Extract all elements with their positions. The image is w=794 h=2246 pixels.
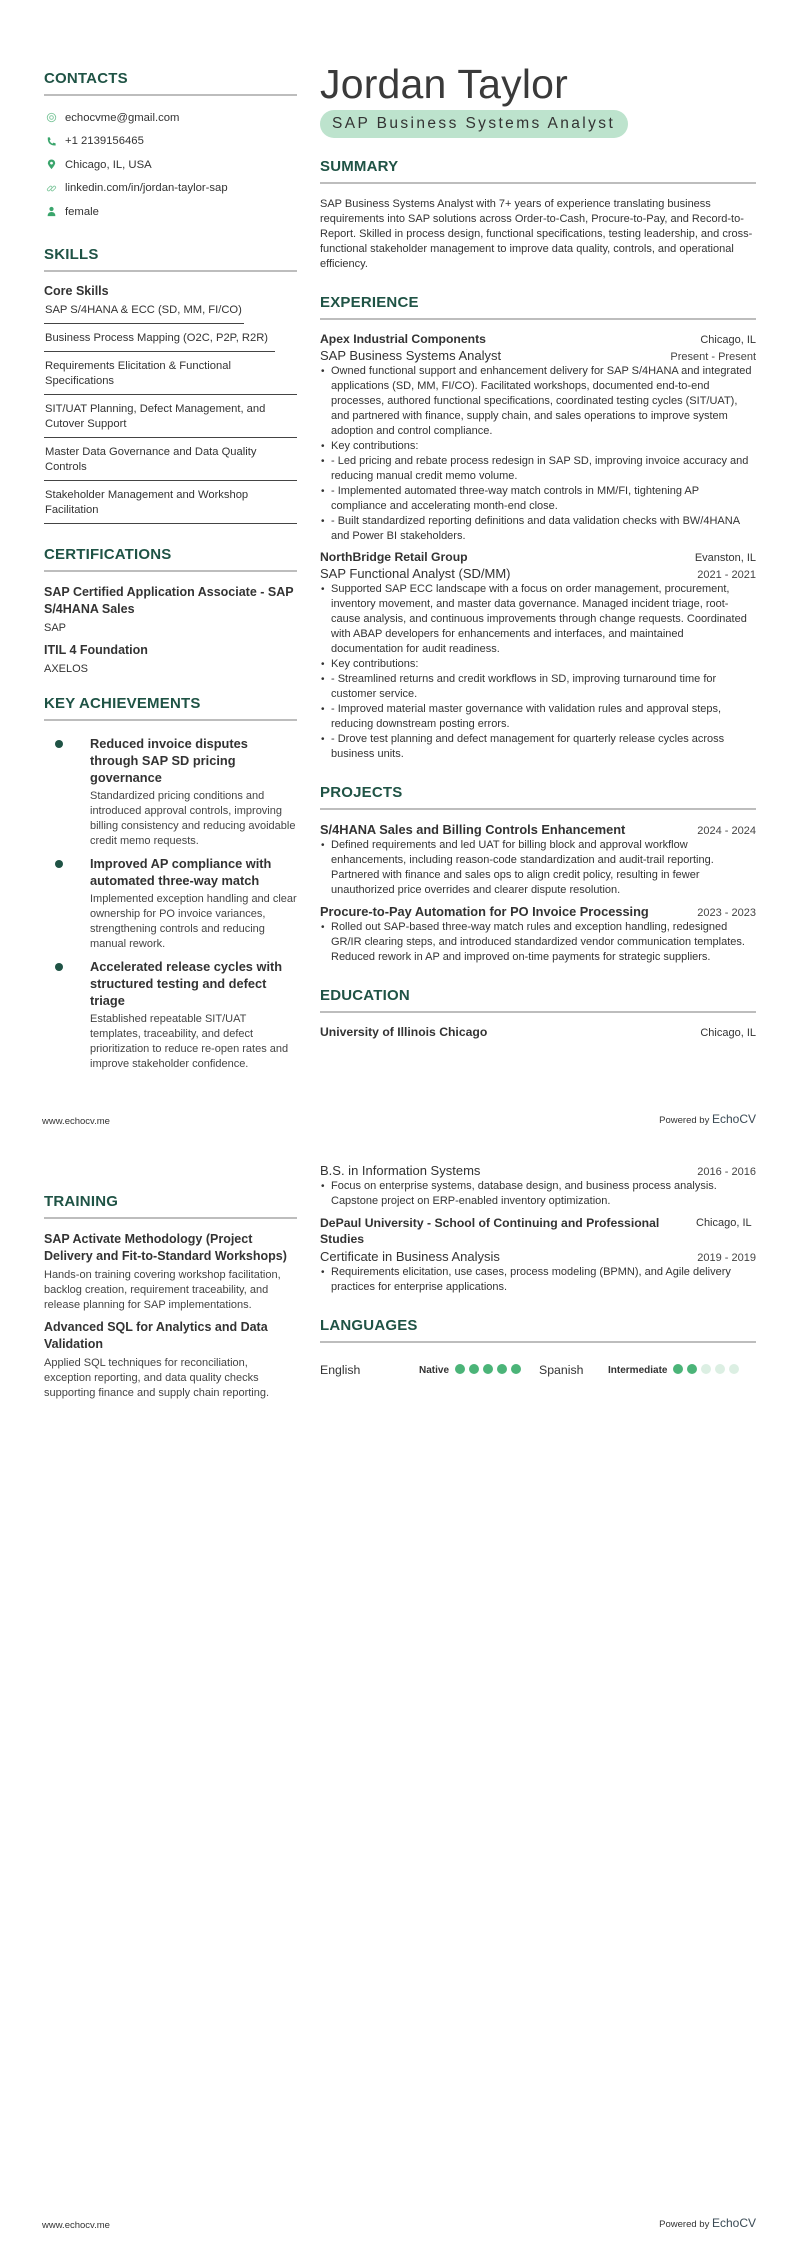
- training-desc: Applied SQL techniques for reconciliation, exception reporting, and data quality checks supporting finance and supply chain reporting.: [44, 1357, 270, 1399]
- rating-dot-filled-icon: [483, 1364, 493, 1374]
- job-dates: Present - Present: [670, 351, 756, 363]
- languages-row: [320, 1363, 756, 1377]
- bullet-dot-icon: [55, 740, 63, 748]
- job-location: Evanston, IL: [694, 552, 756, 564]
- section-title: CERTIFICATIONS: [44, 546, 297, 572]
- achievements-section: [44, 695, 297, 1072]
- job-company: NorthBridge Retail Group: [320, 550, 468, 564]
- achievement-item: [44, 735, 297, 849]
- school-name: DePaul University - School of Continuing and Professional Studies: [320, 1216, 660, 1246]
- bullet-dot-icon: [55, 963, 63, 971]
- school-location: Chicago, IL: [696, 1217, 752, 1229]
- project-name: S/4HANA Sales and Billing Controls Enhancement: [320, 822, 626, 837]
- location-pin-icon: [46, 159, 57, 170]
- skill-item: SIT/UAT Planning, Defect Management, and Cutover Support: [44, 401, 297, 438]
- job-location: Chicago, IL: [700, 334, 756, 346]
- school-location: Chicago, IL: [700, 1027, 756, 1039]
- rating-dot-filled-icon: [497, 1364, 507, 1374]
- section-title: EXPERIENCE: [320, 294, 756, 320]
- project-bullet: • Defined requirements and led UAT for billing block and approval workflow enhancements, including reason-code standardization and audit-trail reporting. Partnered with finance and sales ops to align credit policy, resulting in fewer unauthorized price overrides and clearer dispute resolution.: [320, 838, 756, 898]
- training-section: [44, 1193, 297, 1401]
- project-entry: [320, 822, 756, 898]
- job-bullet: • Key contributions:: [320, 657, 756, 672]
- projects-section: [320, 784, 756, 965]
- school-name: University of Illinois Chicago: [320, 1025, 488, 1039]
- job-dates: 2021 - 2021: [697, 569, 756, 581]
- achievement-desc: Implemented exception handling and clear ownership for PO invoice variances, strengthening controls and reducing manual rework.: [90, 892, 297, 950]
- brand-name: EchoCV: [711, 2216, 756, 2230]
- education-dates: 2016 - 2016: [697, 1166, 756, 1178]
- achievement-desc: Standardized pricing conditions and introduced approval controls, improving billing consistency and reducing avoidable credit memo requests.: [90, 789, 296, 847]
- bullet-dot-icon: [55, 860, 63, 868]
- certifications-section: [44, 546, 297, 675]
- job-bullet: • Owned functional support and enhancement delivery for SAP S/4HANA and integrated applications (SD, MM, FI/CO). Facilitated workshops, documented end-to-end processes, authored functional specifications, coordinated testing cycles (SIT/UAT), and partnered with finance, supply chain, and sales operations to improve system adoption and control compliance.: [320, 364, 756, 439]
- training-title: SAP Activate Methodology (Project Delivery and Fit-to-Standard Workshops): [44, 1232, 287, 1263]
- footer-powered-by[interactable]: [659, 2216, 756, 2230]
- summary-text: SAP Business Systems Analyst with 7+ years of experience translating business requirements into SAP solutions across Order-to-Cash, Procure-to-Pay, and Record-to-Report. Skilled in process design, functional specifications, testing leadership, and cross-functional stakeholder management to improve data quality, controls, and operational efficiency.: [320, 198, 753, 270]
- skill-item: Requirements Elicitation & Functional Specifications: [44, 358, 297, 395]
- right-column: [320, 1163, 756, 1377]
- skills-section: [44, 246, 297, 524]
- training-title: Advanced SQL for Analytics and Data Validation: [44, 1320, 268, 1351]
- person-icon: [46, 206, 57, 217]
- education-entry: [320, 1215, 756, 1295]
- achievement-title: Reduced invoice disputes through SAP SD pricing governance: [90, 735, 248, 785]
- project-entry: [320, 904, 756, 965]
- phone-icon: [46, 136, 57, 147]
- footer-website[interactable]: www.echocv.me: [42, 1116, 110, 1127]
- rating-dot-filled-icon: [687, 1364, 697, 1374]
- powered-by-label: Powered by: [659, 2219, 710, 2230]
- contact-gender: [44, 200, 297, 224]
- education-entry: [320, 1025, 756, 1039]
- rating-dot-empty-icon: [729, 1364, 739, 1374]
- contact-text: Chicago, IL, USA: [65, 158, 152, 171]
- cert-org: SAP: [44, 621, 67, 634]
- project-dates: 2024 - 2024: [697, 825, 756, 837]
- cert-name: SAP Certified Application Associate - SAP S/4HANA Sales: [44, 584, 294, 616]
- job-bullet: • - Improved material master governance with validation rules and approval steps, reducing downstream posting errors.: [320, 702, 756, 732]
- section-title: SKILLS: [44, 246, 297, 272]
- right-column: [320, 40, 756, 1039]
- job-bullet: • Key contributions:: [320, 439, 756, 454]
- at-icon: [46, 112, 57, 123]
- section-title: CONTACTS: [44, 70, 297, 96]
- language-rating: [673, 1363, 743, 1377]
- languages-section: [320, 1317, 756, 1377]
- education-entry-continued: [320, 1163, 756, 1209]
- rating-dot-empty-icon: [701, 1364, 711, 1374]
- job-bullet: • - Built standardized reporting definitions and data validation checks with BW/4HANA and Power BI stakeholders.: [320, 514, 756, 544]
- contact-linkedin[interactable]: [44, 177, 297, 201]
- achievement-title: Accelerated release cycles with structured testing and defect triage: [90, 958, 283, 1008]
- section-title: KEY ACHIEVEMENTS: [44, 695, 297, 721]
- job-entry: [320, 550, 756, 762]
- section-title: SUMMARY: [320, 158, 756, 184]
- resume-page-2: [0, 1123, 794, 2246]
- achievement-desc: Established repeatable SIT/UAT templates, traceability, and defect prioritization to reduce re-open rates and improve stakeholder confidence.: [90, 1012, 289, 1070]
- project-name: Procure-to-Pay Automation for PO Invoice Processing: [320, 904, 649, 919]
- powered-by-label: Powered by: [659, 1115, 710, 1126]
- contact-text: +1 2139156465: [65, 135, 144, 148]
- section-title: LANGUAGES: [320, 1317, 756, 1343]
- rating-dot-filled-icon: [511, 1364, 521, 1374]
- rating-dot-filled-icon: [469, 1364, 479, 1374]
- job-entry: [320, 332, 756, 544]
- contact-text: linkedin.com/in/jordan-taylor-sap: [65, 182, 228, 195]
- left-column: [44, 70, 297, 1078]
- candidate-name: Jordan Taylor: [320, 61, 568, 107]
- job-bullet: • - Streamlined returns and credit workflows in SD, improving turnaround time for customer service.: [320, 672, 756, 702]
- job-title: SAP Functional Analyst (SD/MM): [320, 566, 511, 581]
- summary-section: [320, 158, 756, 272]
- language-level: Intermediate: [608, 1364, 668, 1376]
- project-dates: 2023 - 2023: [697, 907, 756, 919]
- footer-website[interactable]: www.echocv.me: [42, 2220, 110, 2231]
- project-bullet: • Rolled out SAP-based three-way match rules and exception handling, redesigned GR/IR clearing steps, and introduced standardized vendor communication templates. Reduced rework in AP and improved on-time payments for strategic suppliers.: [320, 920, 756, 965]
- job-bullet: • Supported SAP ECC landscape with a focus on order management, procurement, inventory movement, and master data governance. Managed incident triage, root-cause analysis, and continuous improvements through change requests. Coordinated with ABAP developers for enhancements and interfaces, and maintained documentation for audit readiness.: [320, 582, 756, 657]
- rating-dot-filled-icon: [455, 1364, 465, 1374]
- degree-name: Certificate in Business Analysis: [320, 1249, 500, 1264]
- skill-item: SAP S/4HANA & ECC (SD, MM, FI/CO): [44, 302, 244, 324]
- skills-subtitle: Core Skills: [44, 283, 109, 298]
- role-badge: SAP Business Systems Analyst: [320, 110, 628, 138]
- contact-email[interactable]: [44, 106, 297, 130]
- skill-item: Master Data Governance and Data Quality Controls: [44, 444, 297, 481]
- language-level: Native: [419, 1364, 450, 1376]
- job-company: Apex Industrial Components: [320, 332, 486, 346]
- brand-name: EchoCV: [711, 1112, 756, 1126]
- skill-item: Stakeholder Management and Workshop Facilitation: [44, 487, 297, 524]
- job-title: SAP Business Systems Analyst: [320, 348, 502, 363]
- education-section: [320, 987, 756, 1039]
- experience-section: [320, 294, 756, 762]
- job-bullet: • - Led pricing and rebate process redesign in SAP SD, improving invoice accuracy and reducing manual credit memo volume.: [320, 454, 756, 484]
- skill-item: Business Process Mapping (O2C, P2P, R2R): [44, 330, 275, 352]
- left-column: [44, 1193, 297, 1401]
- contacts-section: [44, 70, 297, 224]
- cert-org: AXELOS: [44, 662, 89, 675]
- cert-name: ITIL 4 Foundation: [44, 642, 148, 657]
- section-title: EDUCATION: [320, 987, 756, 1013]
- contact-text: echocvme@gmail.com: [65, 111, 180, 124]
- education-dates: 2019 - 2019: [697, 1252, 756, 1264]
- training-desc: Hands-on training covering workshop facilitation, backlog creation, requirement traceability, and release planning for SAP implementations.: [44, 1269, 281, 1311]
- job-bullet: • - Implemented automated three-way match controls in MM/FI, tightening AP compliance and accelerating month-end close.: [320, 484, 756, 514]
- degree-name: B.S. in Information Systems: [320, 1163, 481, 1178]
- language-name: Spanish: [539, 1363, 584, 1377]
- achievement-title: Improved AP compliance with automated three-way match: [90, 855, 272, 888]
- contact-phone[interactable]: [44, 130, 297, 154]
- section-title: TRAINING: [44, 1193, 297, 1219]
- link-icon: [46, 183, 57, 194]
- rating-dot-empty-icon: [715, 1364, 725, 1374]
- contact-text: female: [65, 205, 99, 218]
- language-name: English: [320, 1363, 361, 1377]
- language-rating: [455, 1363, 525, 1377]
- contact-location: [44, 153, 297, 177]
- education-bullet: • Requirements elicitation, use cases, process modeling (BPMN), and Agile delivery practices for enterprise applications.: [320, 1265, 756, 1295]
- section-title: PROJECTS: [320, 784, 756, 810]
- rating-dot-filled-icon: [673, 1364, 683, 1374]
- achievement-item: [44, 958, 297, 1072]
- job-bullet: • - Drove test planning and defect management for quarterly release cycles across business units.: [320, 732, 756, 762]
- achievement-item: [44, 855, 297, 952]
- education-bullet: • Focus on enterprise systems, database design, and business process analysis. Capstone project on ERP-enabled inventory optimization.: [320, 1179, 756, 1209]
